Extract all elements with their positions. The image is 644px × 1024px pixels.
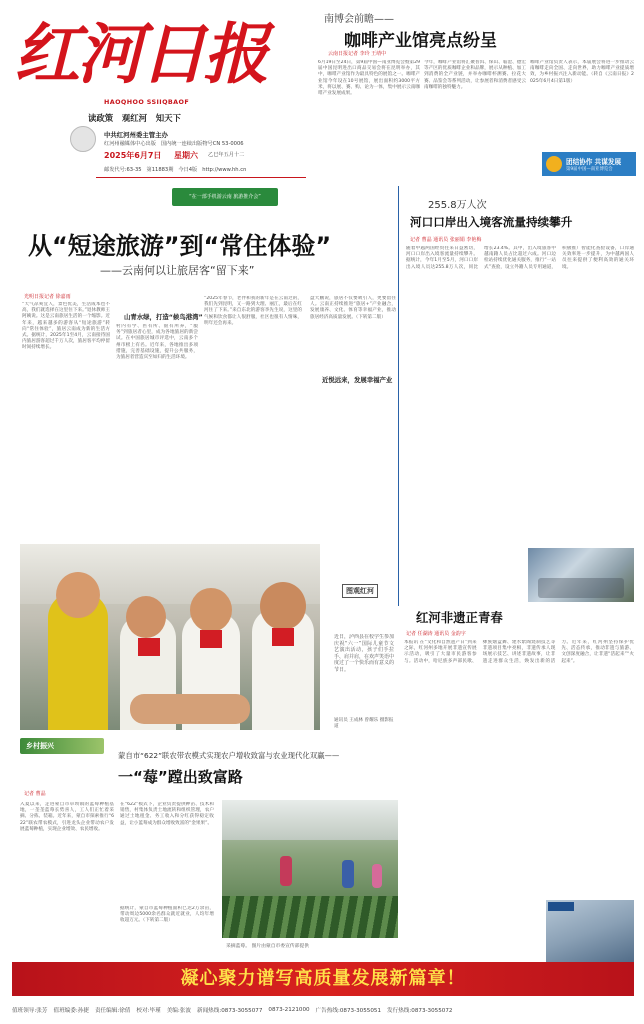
photo-credit: 通讯员 王成林 曾耀乐 摄影报道: [334, 718, 394, 729]
child-face: [56, 572, 100, 618]
masthead-meta-row: [104, 166, 246, 173]
tourism-headline: 从“短途旅游”到“常住体验”: [28, 232, 332, 260]
hekou-photo: [528, 548, 634, 602]
tourism-section-head-2: 近悦远来，发展幸福产业: [322, 376, 393, 384]
berry-photo-credit: 采摘蓝莓。 图片由蒙自市委宣传部提供: [226, 944, 310, 949]
crop-rows: [222, 896, 398, 938]
tourism-banner: [172, 188, 278, 206]
masthead-meta: [104, 140, 304, 148]
heritage-headline: 红河非遗正青春: [416, 610, 503, 625]
footer-item: 新闻热线:0873-3055077: [196, 1008, 263, 1014]
berry-headline: 一“莓”蹚出致富路: [118, 768, 243, 786]
page-count: 今日4版: [178, 167, 198, 173]
promo-subtitle: 第9届中国—南亚博览会: [566, 167, 613, 172]
slogan-item: 知天下: [155, 113, 181, 123]
heritage-body: 本报讯 在“文化和自然遗产日”到来之际，红河州多地开展非遗宣传展示活动，吸引了大量市民游客参与。活动中，哈尼族多声部民歌、彝族烟盒舞、建水紫陶烧制技艺等非遗项目集中亮相，非遗传承人现场展示技艺、讲述非遗故事，让非遗走进群众生活，焕发出新的活力。近年来，红河州坚持保护优先、活态传承，推动非遗与旅游、文创深度融合，让非遗“活起来”“火起来”。: [404, 640, 634, 664]
photo-label-text: 图观红河: [346, 587, 374, 595]
press-group: 红河州融媒体中心出版: [104, 141, 156, 147]
coffee-col-2: 今年，咖啡产业馆将汇聚普洱、保山、临沧、德宏等产区的优质咖啡企业和品牌，展示从种植、加工到消费的全产业链，并举办咖啡杯测赛、拉花大赛、品鉴会等系列活动，让参展者和消费者感受云南咖啡的独特魅力。: [424, 60, 526, 90]
red-scarf: [200, 630, 222, 648]
promo-title: 团结协作 共谋发展: [566, 158, 622, 166]
berry-col-2: 在“622”模式下，企业负责提供种苗、技术和销售，村集体负责土地流转和组织管理，农户通过土地租金、务工收入和分红获得稳定收益，让小蓝莓成为群众增收致富的“金果果”。: [120, 802, 214, 826]
issue-number: 第11883期: [146, 167, 174, 173]
rural-label-text: 乡村振兴: [26, 742, 54, 750]
red-scarf: [272, 628, 294, 646]
photo-caption: 近日，泸西县在校学生参加庆祝“六一”国际儿童节文艺演出活动，孩子们手拉手、肩并肩，在欢声笑语中度过了一个快乐而有意义的节日。: [334, 634, 394, 673]
footer-item: 美编:张波: [166, 1008, 191, 1014]
website: http://www.hh.cn: [202, 167, 247, 173]
cn-number: 国内统一连续出版物号CN 53-0006: [160, 141, 244, 147]
tourism-byline: 光明日报记者 徐嘉雨: [24, 294, 71, 300]
footer-info: [12, 1001, 634, 1019]
coffee-byline: 云南日报记者 李玲 王靖中: [328, 51, 387, 57]
footer-item: 0873-2121000: [268, 1007, 310, 1013]
postal-code: 邮发代号:63-35: [104, 167, 142, 173]
footer-item: 发行热线:0873-3055072: [387, 1008, 453, 1014]
coffee-promo[interactable]: [542, 152, 636, 176]
hands-pile: [130, 694, 250, 724]
publisher: 中共红河州委主管主办: [104, 131, 168, 139]
masthead: [8, 6, 308, 178]
tourism-section-head: 山青水绿，打造“候鸟港湾”: [124, 313, 203, 321]
berry-byline: 记者 曹晶: [24, 791, 46, 797]
coffee-col-1: 6月19日至24日，第9届中国—南亚博览会暨第29届中国昆明进出口商品交易会将在昆明举办，其中，咖啡产业馆作为最具特色的展馆之一。咖啡产业馆今年设在10号展馆，展出面积约3000平方米，将以展、赛、购、论为一体，集中展示云南咖啡产业发展成果。: [318, 60, 420, 97]
footer-item: 值班领导:张芳: [12, 1008, 48, 1014]
worker-figure: [342, 860, 354, 888]
heritage-photo-tag: [548, 902, 574, 911]
masthead-pinyin: HAOQHOO SSIIQBAOF: [104, 98, 190, 106]
photo-section-label: [342, 584, 378, 598]
coffee-story: [318, 6, 638, 178]
globe-icon: [546, 156, 562, 172]
worker-figure: [280, 856, 292, 886]
seal-icon: [70, 126, 96, 152]
masthead-slogan: [88, 112, 181, 124]
issue-weekday: 星期六: [174, 151, 198, 160]
hekou-body: 随着中越两国经贸往来日益密切，河口口岸出入境客流量持续攀升。据统计，今年1月至5月，河口口岸出入境人员达255.8万人次，同比增长23.4%。其中，出入境旅客中越南籍人员占比超过六成。河口边检站持续优化通关服务，推行“一站式”查验，设立外籍人员专用通道，积极推广智能化查验设备，口岸通关效率进一步提升，为中越两国人员往来提供了便利高效的通关环境。: [406, 246, 634, 270]
heritage-byline: 记者 任湖涛 通讯员 金韵宇: [406, 631, 466, 637]
coffee-col-3: 咖啡产业馆负责人表示，本届展会将进一步推动云南咖啡走向全国、走向世界，助力咖啡产业提质增效，为乡村振兴注入新动能。（转自《云南日报》2025年6月4日第1版）: [530, 60, 634, 84]
footer-banner-text: 凝心聚力谱写高质量发展新篇章！: [180, 968, 466, 989]
heritage-photo: [546, 900, 634, 964]
footer-banner: [12, 962, 634, 996]
issue-date: 2025年6月7日: [104, 151, 162, 160]
child-face: [260, 582, 306, 630]
tourism-col-2: 村内有学、医有所、银有所养，“服务”到旅居者心里，成为各地旅居的新尝试。在中国旅居城市评选中，云南多个州市榜上有名。近年来，各地推出多项措施，完善基础设施，提升公共服务，为旅居者营造宾至如归的生活环境。: [116, 324, 198, 361]
tourism-col-3: “2025年春节，老伴和我的新年是在云南过的，我们先到昆明，又一路到大理、丽江，最后在红河住了下来。”来自东北的游客李先生说，这里的气候和饮食都让人很舒服，社区也很有人情味，明年还会再来。: [204, 296, 302, 326]
hekou-headline: 河口口岸出入境客流量持续攀升: [410, 215, 573, 229]
slogan-item: 读政策: [88, 113, 114, 123]
child-face: [190, 588, 232, 632]
crowd-image: [538, 578, 624, 598]
berry-photo: [222, 800, 398, 938]
tourism-col-1: “天气凉爽宜人，景色优美，生活成本也不高，我们就选择在这里住下来。”退休教师王阿姨说。这是云南旅居生活的一个缩影。近年来，越来越多的游客从“短途旅游”转向“常住体验”，旅居云南成为新的生活方式。据统计，2025年1至4月，云南接待国内旅居游客超过千万人次，旅居客平均停留时间持续增长。: [22, 302, 110, 351]
berry-col-3: 据统计，蒙自市蓝莓种植面积已达2万余亩，带动周边5000余名群众就近就业，人均年增收超万元。（下转第二版）: [120, 906, 214, 924]
worker-figure: [372, 864, 382, 888]
lunar-date: 乙巳年五月十二: [208, 152, 245, 158]
rural-section-label: [20, 738, 104, 754]
greenhouse-roof: [222, 800, 398, 840]
tourism-subhead: ——云南何以让旅居客“留下来”: [100, 264, 255, 277]
footer-item: 值班编委:孙捷: [53, 1008, 89, 1014]
footer-item: 责任编辑:徐倩: [94, 1008, 131, 1014]
slogan-item: 观红河: [121, 113, 147, 123]
coffee-headline: 咖啡产业馆亮点纷呈: [344, 31, 497, 51]
berry-kicker: 蒙自市“622”联农带农模式实现农户增收致富与农业现代化双赢——: [118, 751, 340, 760]
child-face: [126, 596, 166, 638]
tourism-col-4: 盘大鹏说，旅居不仅要吸引人，更要留住人。云南正持续推进“旅居+”产业融合，发展康养、文化、体育等幸福产业，推动旅居经济高质量发展。（下转第二版）: [310, 296, 396, 320]
hekou-rule: [398, 186, 399, 606]
hekou-byline: 记者 曹晶 通讯员 张丽娟 李艳梅: [410, 237, 482, 243]
hekou-kicker: 255.8万人次: [428, 200, 487, 211]
footer-item: 广告热线:0873-3055051: [315, 1008, 382, 1014]
tourism-banner-label: “在一部手机游云南 旅游推介会”: [189, 194, 261, 200]
masthead-title: 红河日报: [14, 15, 266, 93]
footer-item: 校对:毕瑾: [136, 1008, 161, 1014]
masthead-divider: [96, 177, 306, 178]
berry-col-1: 入夏以来，走进蒙自市草坝镇的蓝莓种植基地，一垄垄蓝莓长势喜人，工人们正忙着采摘、分拣、装箱。近年来，蒙自市探索推行“622”联农带农模式，引进龙头企业带动农户发展蓝莓种植，实现企业增效、农民增收。: [20, 802, 114, 832]
red-scarf: [138, 638, 160, 656]
coffee-kicker: 南博会前瞻——: [324, 14, 394, 25]
kids-photo: [20, 544, 320, 730]
